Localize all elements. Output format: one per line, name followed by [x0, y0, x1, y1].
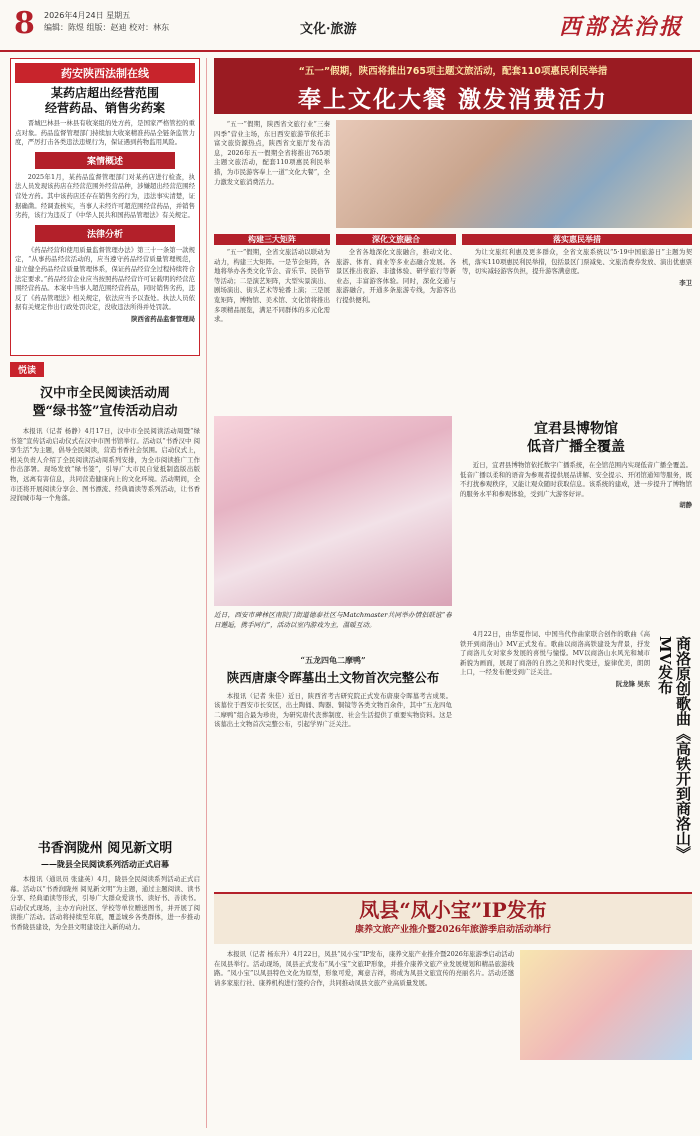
main-body-a: “五一”假期，陕西省文旅行业“三秦四季”营业主场，东日西安旅游节依托丰富文旅资源热点，陕西省文旅厅发布消息，2026年五一假期全省将推出765项主题文旅活动，配套110项惠民利民举措，为市民游客奉上一道“文化大餐”，全力激发文旅消费活力。: [214, 120, 330, 186]
law-box-badge: 药安陕西法制在线: [15, 63, 195, 83]
couples-caption: 近日，西安市碑林区南院门街道德泰社区与Matchmaster共同举办情侣联谊“春日邂逅，携手同行”，活动以室内游戏为主，温暖互动。: [214, 611, 452, 629]
yijun-article: [460, 416, 692, 624]
main-banner: [214, 58, 692, 114]
main-body-c: 全省各地深化文旅融合，推动文化、旅游、体育、商业等多业态融合发展。各景区推出夜游、非遗体验、研学旅行等新业态，丰富游客体验。同时，深化交通与旅游融合，开通多条旅游专线，为游客出行提供便利。: [336, 248, 456, 304]
main-col-a: [214, 120, 330, 232]
case-label: 案情概述: [35, 152, 175, 169]
main-author: 李卫: [679, 278, 692, 287]
festival-photo: [336, 120, 692, 228]
editors-line: 编辑：陈煜 组版：赵迪 校对：林东: [44, 23, 170, 32]
law-source: 陕西省药品监督管理局: [131, 314, 195, 323]
page-header: [0, 0, 700, 52]
shangluo-author: 阮龙锋 吴东: [615, 679, 650, 688]
longxian-title: 书香润陇州 阅见新文明: [37, 841, 173, 856]
tomb-body: 本报讯（记者 朱佳）近日，陕西省考古研究院正式发布唐康令晖墓考古成果。该墓位于西安市长安区，出土陶俑、陶器、铜镜等各类文物百余件，其中“五龙四龟二摩鸭”组合最为珍贵，为研究唐代丧葬制度、社会生活提供了重要实物资料。这是该墓出土文物首次完整公布，引起学界广泛关注。: [214, 691, 452, 729]
yijun-body: 近日，宜君县博物馆依托数字广播系统，在全馆范围内实现低音广播全覆盖。低音广播以柔和的语音为参观者提供展品讲解、安全提示、开闭馆通知等服务，既不打扰参观秩序，又能让观众随时获取信息。该系统的建成，进一步提升了博物馆的服务水平和参观体验，受到广大游客好评。: [460, 461, 692, 498]
main-col-c: [336, 234, 456, 410]
section-heading-2: 深化文旅融合: [336, 234, 456, 245]
law-intro: 晋城巴林县一林县有收案组的处方药，是国家严格管控的重点对象。药品监督管理部门持续加大收案精准药品全链条监管力度，严厉打击各类违法违规行为，保证遇到药物监用风险。: [15, 119, 195, 147]
main-col-b: [214, 234, 330, 410]
couples-photo: [214, 416, 452, 606]
yijun-title-1: 宜君县博物馆: [534, 421, 618, 437]
column-divider: [206, 58, 207, 1128]
page-number: 8: [14, 6, 35, 41]
tomb-article: [214, 656, 452, 886]
hanzhong-article: [10, 362, 200, 832]
main-body-d: 为让文旅红利惠及更多群众，全省文旅系统以“5·19中国旅游日”主题为契机，落实110项惠民利民举措，包括景区门票减免、文旅消费券发放、演出优惠票等，切实减轻游客负担，提升游客满意度。: [462, 248, 692, 276]
longxian-article: [10, 840, 200, 1130]
longxian-sub: ——陇县全民阅读系列活动正式启幕: [41, 859, 169, 869]
main-kicker: “五一”假期，陕西将推出765项主题文旅活动，配套110项惠民利民举措: [298, 66, 608, 77]
tomb-kicker: “五龙四龟二摩鸭”: [300, 656, 366, 665]
main-body-b: “五一”假期，全省文旅活动以联动为动力，构建三大矩阵。一是节会矩阵，各地将举办各类文化节会、音乐节、民俗节等活动；二是演艺矩阵，大型实景演出、剧场演出、街头艺术等轮番上演；三是展览矩阵，博物馆、美术馆、文化馆将推出多项精品展览，满足不同群体的多元化需求。: [214, 248, 330, 324]
section-name: 文化·旅游: [300, 22, 357, 37]
fengxian-headline: 凤县“凤小宝”IP发布: [359, 898, 547, 922]
fengxian-banner: [214, 892, 692, 944]
yijun-author: 胡静: [679, 501, 692, 510]
yijun-title-2: 低音广播全覆盖: [527, 439, 625, 455]
fengxian-mascot-photo: [520, 950, 692, 1060]
hanzhong-title-1: 汉中市全民阅读活动周: [39, 386, 170, 401]
hanzhong-title-2: 暨“绿书签”宣传活动启动: [32, 404, 178, 419]
analysis-text: 《药品经营和使用质量监督管理办法》第三十一条第一款规定，“从事药品经营活动的，应当遵守药品经营质量管理规范，建立健全药品经营质量管理体系，保证药品经营全过程持续符合法定要求。”药品经营企业应当按照药品经营许可证载明的经营范围经营药品。本案中当事人超范围经营药品，同时销售劣药，违反了《药品管理法》相关规定，依法应当予以查处。执法人员依据有关规定作出行政处罚决定，没收违法所得并处罚款。: [15, 245, 195, 312]
shangluo-article: [460, 630, 650, 886]
fengxian-body-col: [214, 950, 514, 1130]
analysis-label: 法律分析: [35, 225, 175, 242]
law-box: [10, 58, 200, 356]
main-headline: 奉上文化大餐 激发消费活力: [297, 87, 608, 113]
issue-date: 2026年4月24日 星期五: [44, 11, 131, 20]
shangluo-body: 4月22日，由华夏作词、中国当代作曲家联合创作的歌曲《高铁开到商洛山》MV正式发布。歌曲以商洛高铁建设为背景，抒发了商洛儿女对家乡发展的喜悦与憧憬。MV以商洛山水风光和城市新貌为画面，展现了商洛的自然之美和时代变迁，旋律优美，朗朗上口，一经发布便受到广泛关注。: [460, 630, 650, 677]
reading-tag: 悦读: [10, 362, 44, 377]
law-title-2: 经营药品、销售劣药案: [44, 101, 165, 115]
shangluo-vertical-title: 商洛原创歌曲《高铁开到商洛山》MV发布: [656, 636, 692, 861]
case-text: 2025年1月，某药品监督管理部门对某药店进行检查，执法人员发现该药店在经营范围外经营品种，涉嫌超出经营范围经营处方药。其中该药店还存在销售劣药行为，违法事实清楚，证据确凿。经调查核实，当事人未经许可超范围经营药品，并销售劣药，该行为违反了《中华人民共和国药品管理法》有关规定。: [15, 172, 195, 220]
tomb-title: 陕西唐康令晖墓出土文物首次完整公布: [226, 669, 440, 685]
masthead-logo: 西部法治报: [558, 14, 684, 40]
fengxian-sub: 康养文旅产业推介暨2026年旅游季启动活动举行: [354, 925, 552, 935]
section-heading-3: 落实惠民举措: [462, 234, 692, 245]
fengxian-body: 本报讯（记者 杨东升）4月22日，凤县“凤小宝”IP发布，康养文旅产业推介暨2026年旅游季启动活动在凤县举行。活动现场，凤县正式发布“凤小宝”文旅IP形象，并推介康养文旅产业发展规划和精品旅游线路。“凤小宝”以凤县特色文化为原型，形象可爱，寓意吉祥，将成为凤县文旅宣传的亮丽名片。活动还邀请多家旅行社、康养机构进行签约合作，共同推动凤县文旅产业高质量发展。: [214, 950, 514, 987]
longxian-body: 本报讯（通讯员 张建英）4月，陇县全民阅读系列活动正式启幕。活动以“书香润陇州 阅见新文明”为主题，通过主题阅读、读书分享、经典诵读等形式，引导广大群众爱读书、读好书、善读书。启动仪式现场，主办方向社区、学校等单位赠送图书，并开展了阅读推广活动。活动将持续至年底，覆盖城乡各类群体，进一步推动书香陇县建设，为全县文明建设注入新的动力。: [10, 875, 200, 931]
hanzhong-body: 本报讯（记者 杨静）4月17日，汉中市全民阅读活动周暨“绿书签”宣传活动启动仪式在汉中市图书馆举行。活动以“书香汉中 阅享生活”为主题，倡导全民阅读，营造书香社会氛围。启动仪式上，相关负责人介绍了全民阅读活动周系列安排，为全市阅读推广工作作出部署。现场发放“绿书签”，引导广大市民自觉抵制盗版出版物，远离有害信息，共同营造健康向上的文化环境。活动期间，全市还将开展阅读分享会、图书漂流、经典诵读等系列活动，让书香浸润城市每一个角落。: [10, 427, 200, 503]
section-heading-1: 构建三大矩阵: [214, 234, 330, 245]
law-title-1: 某药店超出经营范围: [50, 86, 159, 100]
header-info: [44, 10, 169, 34]
main-col-d: [462, 234, 692, 410]
